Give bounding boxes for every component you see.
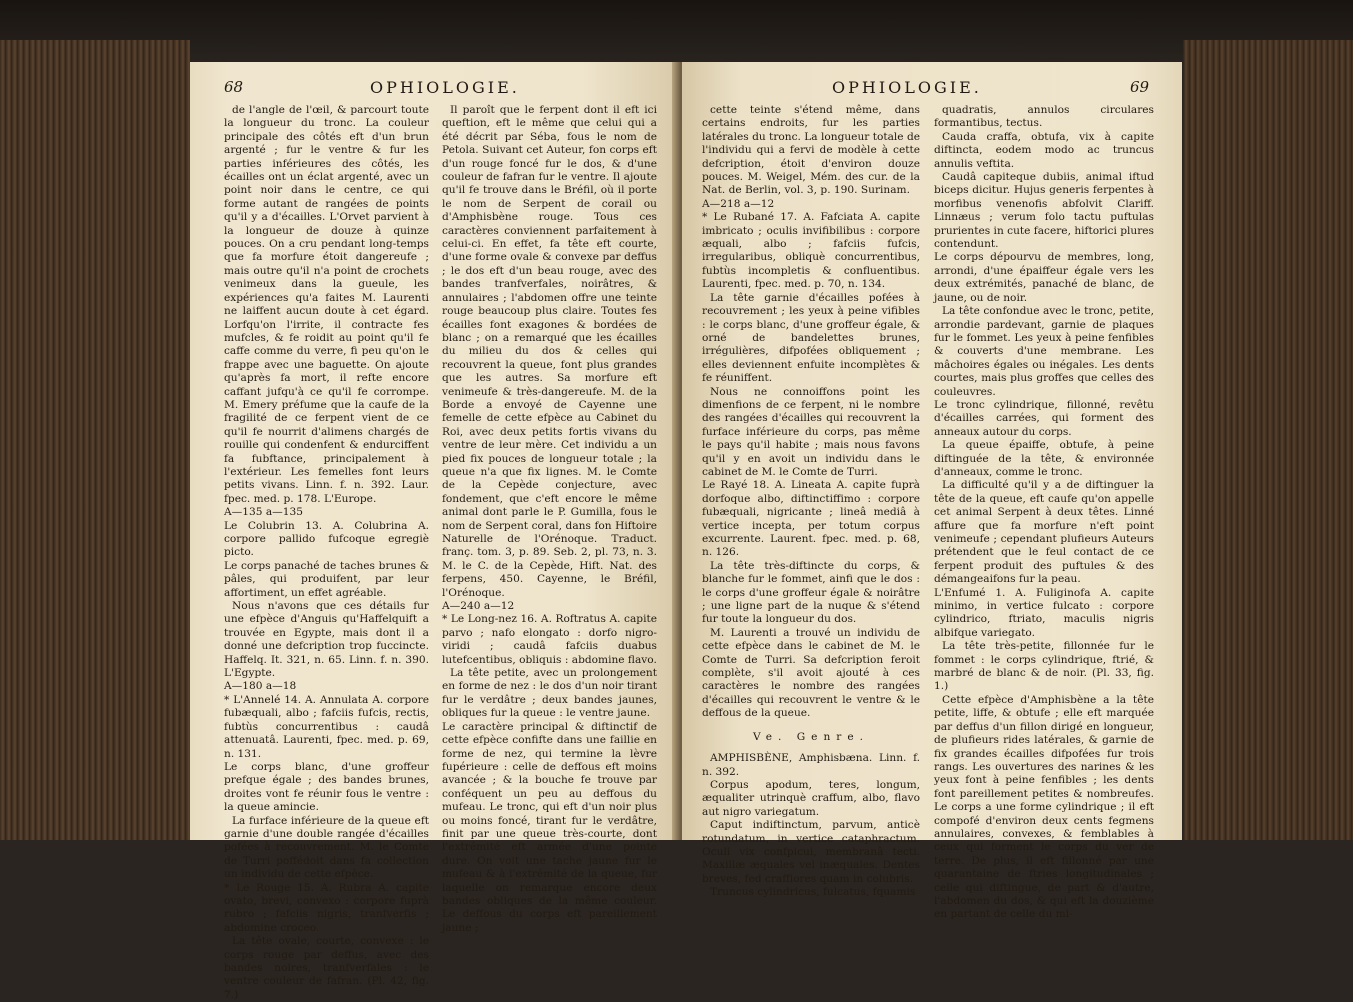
paragraph: Cette efpèce d'Amphisbène a la tête petite, liffe, & obtufe ; elle eft marquée par deffus d'un fillon dirigé en longueur, de plufieurs rides latérales, & garnie de fix grandes écailles difpofées fur trois rangs. Les ouvertures des narines & les yeux font à peine fenfibles ; les dents font pareillement petites & nombreufes. Le corps a une forme cylindrique ; il eft compofé d'environ deux cents fegmens annulaires, convexes, & femblables à ceux qui forment le corps du ver de terre. De plus, il eft fillonné par une quarantaine de ftries longitudinales ; celle qui diftingue, de part & d'autre, l'abdomen du dos, & qui eft la douzième en partant de celle du mi- bbox=[934, 693, 1154, 921]
left-page bbox=[190, 62, 680, 1001]
paragraph: Caudâ capiteque dubiis, animal iftud biceps dicitur. Hujus generis ferpentes à morfibus venenofis abfolvit Clariff. Linnæus ; verum folo tactu puftulas prurientes in cute facere, hiftorici plures contendunt. bbox=[934, 171, 1154, 251]
paragraph: La tête garnie d'écailles pofées à recouvrement ; les yeux à peine vifibles : le corps blanc, d'une groffeur égale, & orné de bandelettes brunes, irrégulières, difpofées obliquement ; elles deviennent enfuite incomplètes & fe réuniffent. bbox=[702, 291, 920, 385]
paragraph: M. Laurenti a trouvé un individu de cette efpèce dans le cabinet de M. le Comte de Turri. Sa defcription feroit complète, s'il avoit ajouté à ces caractères le nombre des rangées d'écailles qui recouvrent le ventre & le deffous de la queue. bbox=[702, 626, 920, 720]
page-number: 68 bbox=[224, 78, 244, 96]
page-number: 69 bbox=[1130, 78, 1150, 96]
paragraph: Le corps blanc, d'une groffeur prefque égale ; des bandes brunes, droites vont fe réunir fous le ventre : la queue amincie. bbox=[224, 760, 429, 814]
paragraph: Truncus cylindricus, fulcatus, fquamis bbox=[710, 886, 916, 899]
paragraph: Corpus apodum, teres, longum, æqualiter utrinquè craffum, albo, flavo aut nigro variegatum. bbox=[702, 778, 920, 818]
paragraph: A—180 a—18 bbox=[224, 680, 297, 693]
paragraph: Ve. Genre. bbox=[753, 730, 869, 743]
paragraph: Le Colubrin 13. A. Colubrina A. corpore pallido fufcoque egregiè picto. bbox=[224, 519, 429, 559]
paragraph: Il paroît que le ferpent dont il eft ici queftion, eft le même que celui qui a été décrit par Séba, fous le nom de Petola. Suivant cet Auteur, fon corps eft d'un rouge foncé fur le dos, & d'une couleur de fafran fur le ventre. Il ajoute qu'il fe trouve dans le Bréfil, où il porte le nom de Serpent de corail ou d'Amphisbène rouge. Tous ces caractères conviennent parfaitement à celui-ci. En effet, fa tête eft courte, d'une forme ovale & convexe par deffus ; le dos eft d'un beau rouge, avec des bandes tranfverfales, noirâtres, & annulaires ; l'abdomen offre une teinte rouge beaucoup plus claire. Toutes fes écailles font exagones & bordées de blanc ; on a remarqué que les écailles du milieu du dos & celles qui recouvrent la queue, font plus grandes que les autres. Sa morfure eft venimeufe & très-dangereufe. M. de la Borde a envoyé de Cayenne une femelle de cette efpèce au Cabinet du Roi, avec deux petits fortis vivans du ventre de leur mère. Cet individu a un pied fix pouces de longueur totale ; la queue n'a que fix lignes. M. le Comte de la Cepède conjecture, avec fondement, que c'eft encore le même animal dont parle le P. Gumilla, fous le nom de Serpent coral, dans fon Hiftoire Naturelle de l'Orénoque. Traduct. franç. tom. 3, p. 89. Seb. 2, pl. 73, n. 3. M. le C. de la Cepède, Hift. Nat. des ferpens, 450. Cayenne, le Bréfil, l'Orénoque. bbox=[442, 104, 657, 599]
paragraph: Nous n'avons que ces détails fur une efpèce d'Anguis qu'Haffelquift a trouvée en Egypte, mais dont il a donné une defcription trop fuccincte. Haffelq. It. 321, n. 65. Linn. f. n. 390. L'Egypte. bbox=[224, 600, 429, 680]
paragraph: La queue épaiffe, obtufe, à peine diftinguée de la tête, & environnée d'anneaux, comme le tronc. bbox=[934, 439, 1154, 478]
paragraph: cette teinte s'étend même, dans certains endroits, fur les parties latérales du tronc. La longueur totale de l'individu qui a fervi de modèle à cette defcription, étoit d'environ douze pouces. M. Weigel, Mém. des cur. de la Nat. de Berlin, vol. 3, p. 190. Surinam. bbox=[702, 104, 920, 197]
paragraph: La tête très-diftincte du corps, & blanche fur le fommet, ainfi que le dos : le corps d'une groffeur égale & noirâtre ; une ligne part de la nuque & s'étend fur toute la longueur du dos. bbox=[702, 559, 920, 626]
paragraph: Le corps dépourvu de membres, long, arrondi, d'une épaiffeur égale vers les deux extrémités, panaché de blanc, de jaune, ou de noir. bbox=[934, 251, 1154, 304]
paragraph: A—135 a—135 bbox=[224, 506, 303, 519]
paragraph: * Le Long-nez 16. A. Roftratus A. capite parvo ; nafo elongato : dorfo nigro-viridi ; caudâ fafciis duabus lutefcentibus, obliquis : abdomine flavo. bbox=[442, 613, 657, 666]
paragraph: Caput indiftinctum, parvum, anticè rotundatum, in vertice cataphractum. Oculi vix confpicui, membranâ tecti. Maxillæ æquales vel inæquales. Dentes breves, fed craffiores quam in colubris. bbox=[702, 819, 920, 885]
paragraph: Nous ne connoiffons point les dimenfions de ce ferpent, ni le nombre des rangées d'écailles qui recouvrent la furface inférieure du corps, pas même le pays qu'il habite ; mais nous favons qu'il y en avoit un individu dans le cabinet de M. le Comte de Turri. bbox=[702, 385, 920, 478]
right-page-edges bbox=[1183, 40, 1353, 840]
paragraph: * Le Rubané 17. A. Fafciata A. capite imbricato ; oculis invifibilibus : corpore æquali, albo ; fafciis fufcis, irregularibus, obliquè concurrentibus, fubtùs incompletis & confluentibus. Laurenti, fpec. med. p. 70, n. 134. bbox=[702, 211, 920, 291]
running-head: OPHIOLOGIE. bbox=[832, 78, 982, 97]
paragraph: quadratis, annulos circulares formantibus, tectus. bbox=[934, 104, 1154, 130]
paragraph: L'Enfumé 1. A. Fuliginofa A. capite minimo, in vertice fulcato : corpore cylindrico, ftriato, maculis nigris albifque variegato. bbox=[934, 586, 1154, 639]
paragraph: Le tronc cylindrique, fillonné, revêtu d'écailles carrées, qui forment des anneaux autour du corps. bbox=[934, 398, 1154, 438]
right-column-1 bbox=[702, 104, 920, 900]
paragraph: * Le Rouge 15. A. Rubra A. capite ovato, brevi, convexo : corpore fuprà rubro ; fafciis nigris, tranfverfis ; abdomine croceo. bbox=[224, 881, 429, 934]
paragraph: A—240 a—12 bbox=[442, 600, 515, 613]
paragraph: La furface inférieure de la queue eft garnie d'une double rangée d'écailles pofées à recouvrement. M. le Comte de Turri poffédoit dans fa collection un individu de cette efpèce. bbox=[224, 814, 429, 881]
paragraph: * L'Annelé 14. A. Annulata A. corpore fubæquali, albo ; fafciis fufcis, rectis, fubtùs concurrentibus : caudâ attenuatâ. Laurenti, fpec. med. p. 69, n. 131. bbox=[224, 693, 429, 760]
paragraph: AMPHISBÈNE, Amphisbæna. Linn. f. n. 392. bbox=[702, 752, 920, 778]
paragraph: A—218 a—12 bbox=[702, 197, 775, 210]
paragraph: La tête petite, avec un prolongement en forme de nez : le dos d'un noir tirant fur le verdâtre ; deux bandes jaunes, obliques fur la queue : le ventre jaune. bbox=[442, 667, 657, 720]
paragraph: La tête très-petite, fillonnée fur le fommet : le corps cylindrique, ftrié, & marbré de blanc & de noir. (Pl. 33, fig. 1.) bbox=[934, 640, 1154, 693]
paragraph: La difficulté qu'il y a de diftinguer la tête de la queue, eft caufe qu'on appelle cet animal Serpent à deux têtes. Linné affure que fa morfure n'eft point venimeufe ; cependant plufieurs Auteurs prétendent que le feul contact de ce ferpent produit des puftules & des démangeaifons fur la peau. bbox=[934, 479, 1154, 586]
background-shade bbox=[0, 0, 1353, 70]
running-head: OPHIOLOGIE. bbox=[370, 78, 520, 97]
right-page bbox=[682, 62, 1182, 921]
left-page-edges bbox=[0, 40, 190, 840]
right-column-2 bbox=[934, 104, 1154, 922]
paragraph: Cauda craffa, obtufa, vix à capite diftincta, eodem modo ac truncus annulis veftita. bbox=[934, 130, 1154, 170]
paragraph: La tête ovale, courte, convexe : le corps rouge par deffus, avec des bandes noires, tranfverfales : le ventre couleur de fafran. (Pl. 42, fig. 7.) bbox=[224, 935, 429, 1001]
left-column-1 bbox=[224, 104, 429, 1002]
paragraph: La tête confondue avec le tronc, petite, arrondie pardevant, garnie de plaques fur le fommet. Les yeux à peine fenfibles & couverts d'une membrane. Les mâchoires égales ou inégales. Les dents courtes, mais plus groffes que celles des couleuvres. bbox=[934, 305, 1154, 398]
left-column-2 bbox=[442, 104, 657, 935]
paragraph: Le Rayé 18. A. Lineata A. capite fuprà dorfoque albo, diftinctiffimo : corpore fubæquali, nigricante ; lineâ mediâ à vertice incepta, per totum corpus excurrente. Laurent. fpec. med. p. 68, n. 126. bbox=[702, 479, 920, 559]
paragraph: Le caractère principal & diftinctif de cette efpèce confifte dans une faillie en forme de nez, qui termine la lèvre fupérieure : celle de deffous eft moins avancée ; & la bouche fe trouve par conféquent un peu au deffous du mufeau. Le tronc, qui eft d'un noir plus ou moins foncé, tirant fur le verdâtre, finit par une queue très-courte, dont l'extrémité eft armée d'une pointe dure. On voit une tache jaune fur le mufeau & à l'extrémité de la queue, fur laquelle on remarque encore deux bandes obliques de la même couleur. Le deffous du corps eft pareillement jaune ; bbox=[442, 720, 657, 934]
paragraph: de l'angle de l'œil, & parcourt toute la longueur du tronc. La couleur principale des côtés eft d'un brun argenté ; fur le ventre & fur les parties inférieures des côtés, les écailles ont un éclat argenté, avec un point noir dans le centre, ce qui forme autant de rangées de points qu'il y a d'écailles. L'Orvet parvient à la longueur de douze à quinze pouces. On a cru pendant long-temps que fa morfure étoit dangereufe ; mais outre qu'il n'a point de crochets venimeux dans la gueule, les expériences qu'a faites M. Laurenti ne laiffent aucun doute à cet égard. Lorfqu'on l'irrite, il contracte fes mufcles, & fe roidit au point qu'il fe caffe comme du verre, fi peu qu'on le frappe avec une baguette. On ajoute qu'après fa mort, il refte encore caffant jufqu'à ce qu'il fe corrompe. M. Emery préfume que la caufe de la fragilité de ce ferpent vient de ce qu'il fe nourrit d'alimens chargés de rouille qui condenfent & endurciffent fa fubftance, principalement à l'extérieur. Les femelles font leurs petits vivans. Linn. f. n. 392. Laur. fpec. med. p. 178. L'Europe. bbox=[224, 104, 429, 505]
paragraph: Le corps panaché de taches brunes & pâles, qui produifent, par leur affortiment, un effet agréable. bbox=[224, 559, 429, 599]
